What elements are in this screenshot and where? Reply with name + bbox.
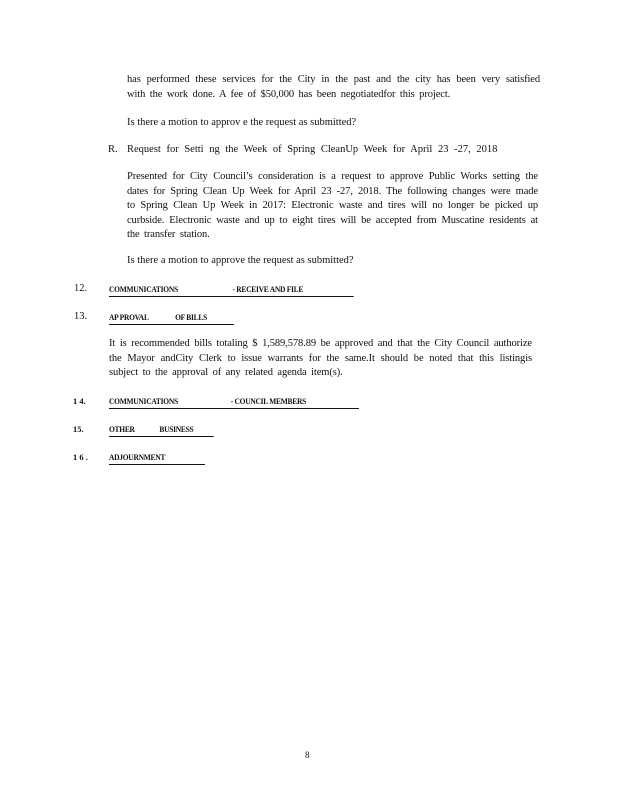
item-r-letter: R. [108,144,118,155]
section-heading-left: COMMUNICATIONS [109,284,178,294]
section-heading-left: AP PROVAL [109,312,149,322]
section-heading-left: COMMUNICATIONS [109,396,178,406]
section-number-12: 12. [74,283,88,294]
bills-paragraph: It is recommended bills totaling $ 1,589,578.89 be approved and that the City Council authorize the Mayor andCity Clerk to issue warrants for the same.It should be noted that this listingis subject to the approval of any related agenda item(s). [109,338,532,378]
section-heading-right: BUSINESS [159,424,194,434]
section-heading-right: - RECEIVE AND FILE [232,284,304,294]
section-heading-communications-council-members [109,395,359,409]
item-r-title: Request for Setti ng the Week of Spring CleanUp Week for April 23 -27, 2018 [127,144,498,155]
section-heading-left: OTHER [109,424,135,434]
section-number-14: 1 4. [73,396,86,406]
item-r-motion-question: Is there a motion to approve the request as submitted? [127,255,354,266]
section-heading-right: - COUNCIL MEMBERS [230,396,306,406]
section-heading-communications-receive-file [109,283,354,297]
section-number-15: 15. [73,424,84,434]
section-heading-right: OF BILLS [175,312,207,322]
section-number-16: 1 6 . [73,452,88,462]
section-heading-other-business [109,423,214,437]
section-number-13: 13. [74,311,88,322]
page-number: 8 [305,750,310,760]
continuation-paragraph: has performed these services for the City in the past and the city has been very satisfied with the work done. A fee of $50,000 has been negotiatedfor this project. [127,74,540,100]
continuation-motion-question: Is there a motion to approv e the request as submitted? [127,117,357,128]
section-heading-left: ADJOURNMENT [109,452,166,462]
section-heading-approval-of-bills [109,311,234,325]
item-r-paragraph: Presented for City Council’s consideration is a request to approve Public Works setting the dates for Spring Clean Up Week for April 23 -27, 2018. The following changes were made to Spring Clean Up Week in 2017: Electronic waste and tires will no longer be picked up curbside. Electronic waste and up to eight tires will be accepted from Muscatine residents at the transfer station. [127,171,538,240]
section-heading-adjournment [109,451,205,465]
